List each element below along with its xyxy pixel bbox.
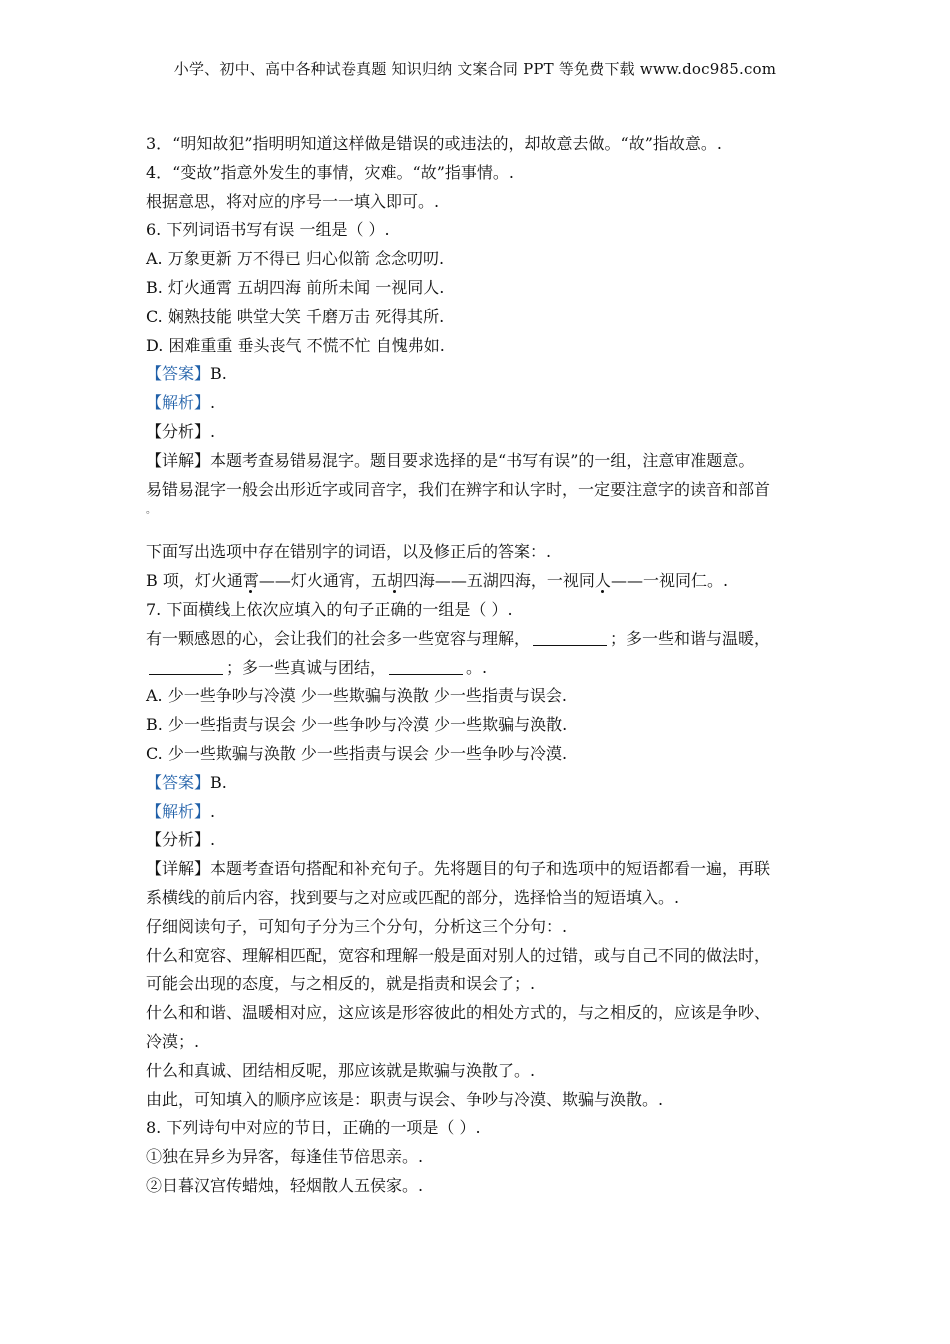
question-7-passage (146, 625, 826, 654)
fill-blank (389, 656, 463, 675)
answer-value: B. (210, 364, 227, 384)
text-line: 4．“变故”指意外发生的事情，灾难。“故”指事情。. (146, 162, 514, 182)
detail-tag: 【详解】 (146, 450, 211, 470)
question-6-detail (146, 447, 826, 476)
correction-line (146, 567, 826, 596)
correction-text: ——灯火通宵，五 (258, 571, 387, 591)
passage-text: 有一颗感恩的心，会让我们的社会多一些宽容与理解， (146, 628, 531, 648)
question-8-line-2: ②日暮汉宫传蜡烛，轻烟散人五侯家。. (146, 1175, 424, 1195)
passage-text: 。. (466, 657, 488, 677)
question-7-analysis (146, 798, 826, 827)
question-6-stem: 6. 下列词语书写有误 一组是（ ）. (146, 220, 390, 240)
question-7-detail-line: 什么和宽容、理解相匹配，宽容和理解一般是面对别人的过错，或与自己不同的做法时， (146, 945, 771, 965)
question-7-detail-line: 什么和和谐、温暖相对应，这应该是形容彼此的相处方式的，与之相反的，应该是争吵、 (146, 1003, 771, 1023)
document-body (146, 130, 826, 1201)
question-8-stem: 8. 下列诗句中对应的节日，正确的一项是（ ）. (146, 1118, 481, 1138)
question-7-option-a: A. 少一些争吵与冷漠 少一些欺骗与涣散 少一些指责与误会. (146, 686, 567, 706)
question-7-passage-cont (146, 654, 826, 683)
question-6-option-a: A. 万象更新 万不得已 归心似箭 念念叨叨. (146, 249, 445, 269)
wrong-char: 人 (594, 571, 611, 591)
analysis-value: . (210, 801, 216, 821)
question-6-option-d: D. 困难重重 垂头丧气 不慌不忙 自愧弗如. (146, 335, 445, 355)
analysis-value: . (210, 393, 216, 413)
wrong-char: 霄 (242, 571, 259, 591)
question-7-detail-line: 系横线的前后内容，找到要与之对应或匹配的部分，选择恰当的短语填入。. (146, 887, 680, 907)
question-7-detail-line: 仔细阅读句子，可知句子分为三个分句，分析这三个分句：. (146, 916, 568, 936)
question-8-line-1: ①独在异乡为异客，每逢佳节倍思亲。. (146, 1147, 424, 1167)
question-6-option-b: B. 灯火通霄 五胡四海 前所未闻 一视同人. (146, 277, 445, 297)
question-7-detail-line: 可能会出现的态度，与之相反的，就是指责和误会了；. (146, 974, 536, 994)
question-6-fenxi: 【分析】. (146, 421, 216, 441)
correction-text: ——一视同仁。. (610, 571, 729, 591)
answer-tag: 【答案】 (146, 364, 211, 384)
question-7-stem: 7. 下面横线上依次应填入的句子正确的一组是（ ）. (146, 599, 513, 619)
passage-text: ；多一些和谐与温暖， (610, 628, 771, 648)
question-7-answer (146, 769, 826, 798)
fill-blank (533, 627, 607, 646)
question-6-detail-line: 易错易混字一般会出形近字或同音字，我们在辨字和认字时，一定要注意字的读音和部首 (146, 479, 771, 499)
question-7-fenxi: 【分析】. (146, 830, 216, 850)
fill-blank (149, 656, 223, 675)
wrong-char: 胡 (386, 571, 403, 591)
analysis-tag: 【解析】 (146, 801, 211, 821)
page-header: 小学、初中、高中各种试卷真题 知识归纳 文案合同 PPT 等免费下载 www.doc985.com (173, 60, 777, 78)
question-7-option-c: C. 少一些欺骗与涣散 少一些指责与误会 少一些争吵与冷漠. (146, 743, 568, 763)
question-6-detail-continuation: 。 (146, 505, 156, 517)
blank-gap (146, 518, 826, 538)
correction-intro: 下面写出选项中存在错别字的词语，以及修正后的答案：. (146, 542, 552, 562)
question-6-answer (146, 360, 826, 389)
correction-text: B 项，灯火通 (146, 571, 243, 591)
question-7-detail-line: 冷漠；. (146, 1031, 200, 1051)
answer-value: B. (210, 772, 227, 792)
question-7-option-b: B. 少一些指责与误会 少一些争吵与冷漠 少一些欺骗与涣散. (146, 715, 568, 735)
question-6-analysis (146, 389, 826, 418)
analysis-tag: 【解析】 (146, 393, 211, 413)
question-7-detail (146, 855, 826, 884)
correction-text: 四海——五湖四海，一视同 (402, 571, 595, 591)
text-line: 3．“明知故犯”指明明知道这样做是错误的或违法的，却故意去做。“故”指故意。. (146, 134, 722, 153)
detail-tag: 【详解】 (146, 859, 211, 879)
question-7-detail-line: 由此，可知填入的顺序应该是：职责与误会、争吵与冷漠、欺骗与涣散。. (146, 1089, 664, 1109)
question-7-detail-line: 什么和真诚、团结相反呢，那应该就是欺骗与涣散了。. (146, 1060, 536, 1080)
passage-text: ；多一些真诚与团结， (226, 657, 387, 677)
text-line: 根据意思，将对应的序号一一填入即可。. (146, 191, 440, 211)
detail-text: 本题考查易错易混字。题目要求选择的是“书写有误”的一组，注意审准题意。 (210, 450, 755, 470)
answer-tag: 【答案】 (146, 772, 211, 792)
question-6-option-c: C. 娴熟技能 哄堂大笑 千磨万击 死得其所. (146, 306, 445, 326)
detail-text: 本题考查语句搭配和补充句子。先将题目的句子和选项中的短语都看一遍，再联 (210, 859, 771, 879)
